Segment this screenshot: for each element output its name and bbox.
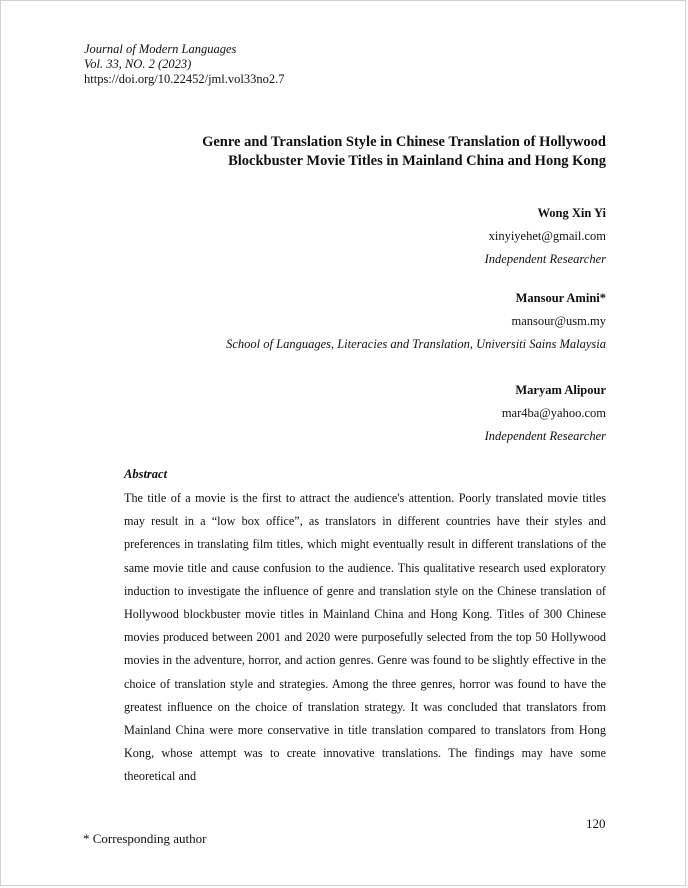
author-block (485, 379, 606, 448)
author-name: Maryam Alipour (515, 383, 606, 397)
paper-title-line: Blockbuster Movie Titles in Mainland China and Hong Kong (228, 153, 606, 169)
abstract-text: The title of a movie is the first to attract the audience's attention. Poorly translated movie titles may result in a “low box office”, as translators in different countries have their styles and preferences in translating film titles, which might eventually result in different translations of the same movie title and cause confusion to the audience. This qualitative research used exploratory induction to investigate the influence of genre and translation style on the Chinese translation of Hollywood blockbuster movie titles in Mainland China and Hong Kong. Titles of 300 Chinese movies produced between 2001 and 2020 were purposefully selected from the top 50 Hollywood movies in the adventure, horror, and action genres. Genre was found to be slightly effective in the choice of translation style and strategies. Among the three genres, horror was found to have the greatest influence on the choice of translation strategy. It was concluded that translators from Mainland China were more conservative in title translation compared to translators from Hong Kong, whose attempt was to create innovative translations. The findings may have some theoretical and (124, 491, 606, 784)
journal-name: Journal of Modern Languages (84, 42, 237, 56)
doi-link[interactable]: https://doi.org/10.22452/jml.vol33no2.7 (84, 72, 285, 86)
author-name: Wong Xin Yi (537, 206, 606, 220)
paper-title (106, 133, 606, 171)
author-email[interactable]: mansour@usm.my (511, 314, 606, 328)
author-name: Mansour Amini* (515, 291, 606, 305)
abstract-heading: Abstract (124, 467, 168, 481)
author-block (226, 287, 606, 356)
author-affiliation: Independent Researcher (484, 429, 606, 443)
author-affiliation: School of Languages, Literacies and Translation, Universiti Sains Malaysia (226, 337, 606, 351)
author-affiliation: Independent Researcher (484, 252, 606, 266)
author-email[interactable]: xinyiyehet@gmail.com (488, 229, 606, 243)
paper-title-line: Genre and Translation Style in Chinese Translation of Hollywood (202, 134, 606, 150)
page-number: 120 (586, 816, 606, 831)
corresponding-author-footnote: * Corresponding author (83, 831, 207, 846)
author-block (485, 202, 606, 271)
author-email[interactable]: mar4ba@yahoo.com (501, 406, 606, 420)
journal-volume: Vol. 33, NO. 2 (2023) (84, 57, 192, 71)
journal-header (84, 42, 284, 87)
